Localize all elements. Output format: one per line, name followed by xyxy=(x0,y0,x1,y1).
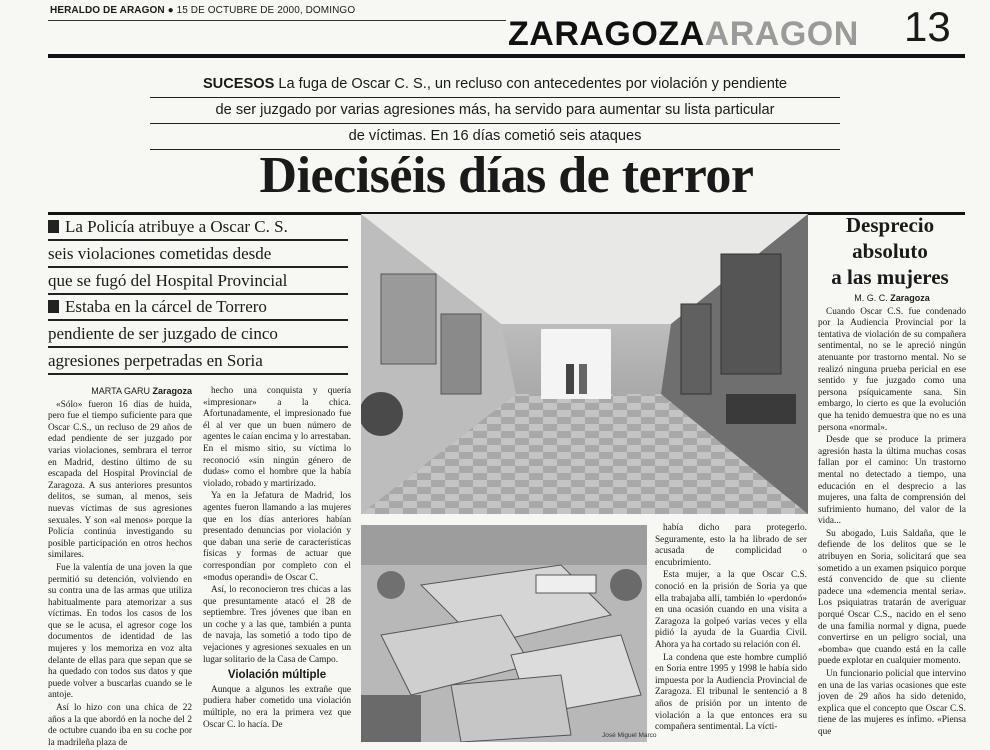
section-title xyxy=(508,14,859,54)
masthead-dateline xyxy=(50,5,355,16)
bullet-icon: ● xyxy=(167,5,174,16)
article-column-1 xyxy=(48,386,192,750)
corridor-illustration xyxy=(361,214,808,514)
section-tag: SUCESOS xyxy=(202,76,275,92)
article-column-3 xyxy=(655,523,807,735)
article-lede xyxy=(150,72,840,150)
kicker-1-line-1: La Policía atribuye a Oscar C. S. xyxy=(48,214,348,241)
kicker-2 xyxy=(48,294,348,375)
kicker-1-line-3: que se fugó del Hospital Provincial xyxy=(48,268,348,295)
sidebar-body xyxy=(818,293,966,740)
kicker-2-line-3: agresiones perpetradas en Soria xyxy=(48,348,348,375)
header-rule xyxy=(48,54,965,58)
col2-subhead: Violación múltiple xyxy=(227,669,327,682)
kicker-2-line-2: pendiente de ser juzgado de cinco xyxy=(48,321,348,348)
square-bullet-icon xyxy=(48,300,59,313)
issue-date: 15 DE OCTUBRE DE 2000, DOMINGO xyxy=(176,5,356,16)
corridor-photo xyxy=(361,214,808,514)
col1-paragraph: «Sólo» fueron 16 días de huida, pero fue el tiempo suficiente para que Oscar C.S., un recluso de 29 años de edad pendiente de ser juzgado por varias violaciones, sembrara el terror en Madrid, destino último de su escapada del Hospital Provincial de Zaragoza. A sus anteriores presuntos delitos, se suman, al menos, seis nuevas víctimas de sus agresiones sexuales. Y son «al menos» porque la Policía continúa investigando su posible participación en otros hechos similares. xyxy=(48,399,192,561)
aerial-illustration xyxy=(361,525,647,742)
col2-paragraph: Así, lo reconocieron tres chicas a las que presuntamente atacó el 28 de septiembre. Tres jóvenes que iban en un coche y a las que, también a punta de navaja, las sometió a todo tipo de vejaciones y agresiones sexuales en un lugar solitario de la Casa de Campo. xyxy=(203,585,351,665)
col2-paragraph: Ya en la Jefatura de Madrid, los agentes fueron llamando a las mujeres que en los días anteriores habían presentado denuncias por violación y que daban una serie de características físicas y formas de actuar que correspondían por completo con el «modus operandi» de Oscar C. xyxy=(203,491,351,583)
newspaper-name: HERALDO DE ARAGON xyxy=(50,5,165,16)
sidebar-paragraph: Su abogado, Luis Saldaña, que le defiende de los delitos que se le atribuyen en Soria, solicitará que sea sometido a un examen psiquico porque está convencido de que su cliente padece una «demencia mental seria». Los psiquiatras tratarán de averiguar porqué Oscar C.S., nacido en el seno de una familia normal y digna, puede convertirse en un peligro social, una «bomba» que cuando está en la calle puede explotar en cualquier momento. xyxy=(818,528,966,667)
sidebar-paragraph: Desde que se produce la primera agresión hasta la última muchas cosas fallan por el camino: Un trastorno mental no detectado a tiempo, una educación en el desprecio a las mujeres, una falta de comprensión del sufrimiento humano, del valor de la vida... xyxy=(818,435,966,527)
aerial-photo xyxy=(361,525,647,742)
section-primary: ZARAGOZA xyxy=(508,15,705,53)
kicker-1 xyxy=(48,214,348,295)
lede-line-2: de ser juzgado por varias agresiones más, ha servido para aumentar su lista particular xyxy=(150,98,840,124)
photo-credit: José Miguel Marco xyxy=(602,732,657,739)
square-bullet-icon xyxy=(48,220,59,233)
kicker-1-line-2: seis violaciones cometidas desde xyxy=(48,241,348,268)
kicker-2-line-1: Estaba en la cárcel de Torrero xyxy=(48,294,348,321)
col1-paragraph: Así lo hizo con una chica de 22 años a la que abordó en la noche del 2 de octubre cuando iba en su coche por la madrileña plaza de xyxy=(48,703,192,748)
sidebar-paragraph: Cuando Oscar C.S. fue condenado por la Audiencia Provincial por la tentativa de violación de su compañera sentimental, no se le apreció ningún atenuante por trastorno mental. No se realizó ninguna prueba pericial en ese sentido y fue juzgado como una persona psíquicamente sana. Sin embargo, lo cierto es que la evolución que ha tenido demuestra que no es una persona «normal». xyxy=(818,306,966,433)
sidebar-byline: M. G. C. Zaragoza xyxy=(854,293,930,303)
article-headline: Dieciséis días de terror xyxy=(48,140,965,215)
section-secondary: ARAGON xyxy=(704,15,859,53)
col3-paragraph: Esta mujer, a la que Oscar C.S. conoció en la prisión de Soria ya que ella trabajaba allí, también lo «perdonó» en una ocasión cuando en una visita a Zaragoza la golpeó varias veces y ella pidió la ayuda de la Guardia Civil. Ahora ya ha cortado su relación con él. xyxy=(655,570,807,650)
col3-paragraph: La condena que este hombre cumplió en Soria entre 1995 y 1998 le había sido impuesta por la Audiencia Provincial de Zaragoza. El tribunal le sentenció a 8 años de prisión por un intento de violación a la que entonces era su compañera sentimental. La vícti- xyxy=(655,652,807,733)
sidebar-title: Desprecio absoluto a las mujeres xyxy=(831,213,949,289)
article-column-2 xyxy=(203,386,351,732)
col2-paragraph: Aunque a algunos les extrañe que pudiera haber cometido una violación múltiple, no era la primera vez que Oscar C. lo hacía. De xyxy=(203,684,351,730)
col3-paragraph: había dicho para protegerlo. Seguramente, esto la ha librado de ser acusada de complicidad o encubrimiento. xyxy=(655,523,807,568)
sidebar-paragraph: Un funcionario policial que intervino en una de las varias ocasiones que este joven de 29 años ha sido detenido, explica que el concepto que Oscar C.S. tiene de las mujeres es ínfimo. «Piensa que xyxy=(818,669,966,737)
lede-line-1: SUCESOS La fuga de Oscar C. S., un recluso con antecedentes por violación y pendiente xyxy=(150,72,840,98)
article-byline: MARTA GARU Zaragoza xyxy=(91,386,192,396)
page-number: 13 xyxy=(904,3,951,50)
masthead-rule xyxy=(48,20,506,21)
col2-paragraph: hecho una conquista y quería «impresionar» a la chica. Afortunadamente, el impresionado fue él al ver que un buen número de agentes le caían encima y lo arrestaban. En el mismo sitio, su víctima lo reconoció «sin ningún género de dudas» como el hombre que la había violado, robado y martirizado. xyxy=(203,386,351,489)
col1-paragraph: Fue la valentía de una joven la que permitió su detención, volviendo en su contra una de las armas que utiliza habitualmente para atemorizar a sus víctimas. En todos los casos de los que se le acusa, el agresor coge los documentos de identidad de las mujeres y los memoriza en voz alta delante de ellas para que sepan que se ha quedado con todos sus datos y que puede volver a buscarlas cuando se le antoje. xyxy=(48,562,192,701)
lede-line-3: de víctimas. En 16 días cometió seis ataques xyxy=(150,124,840,150)
